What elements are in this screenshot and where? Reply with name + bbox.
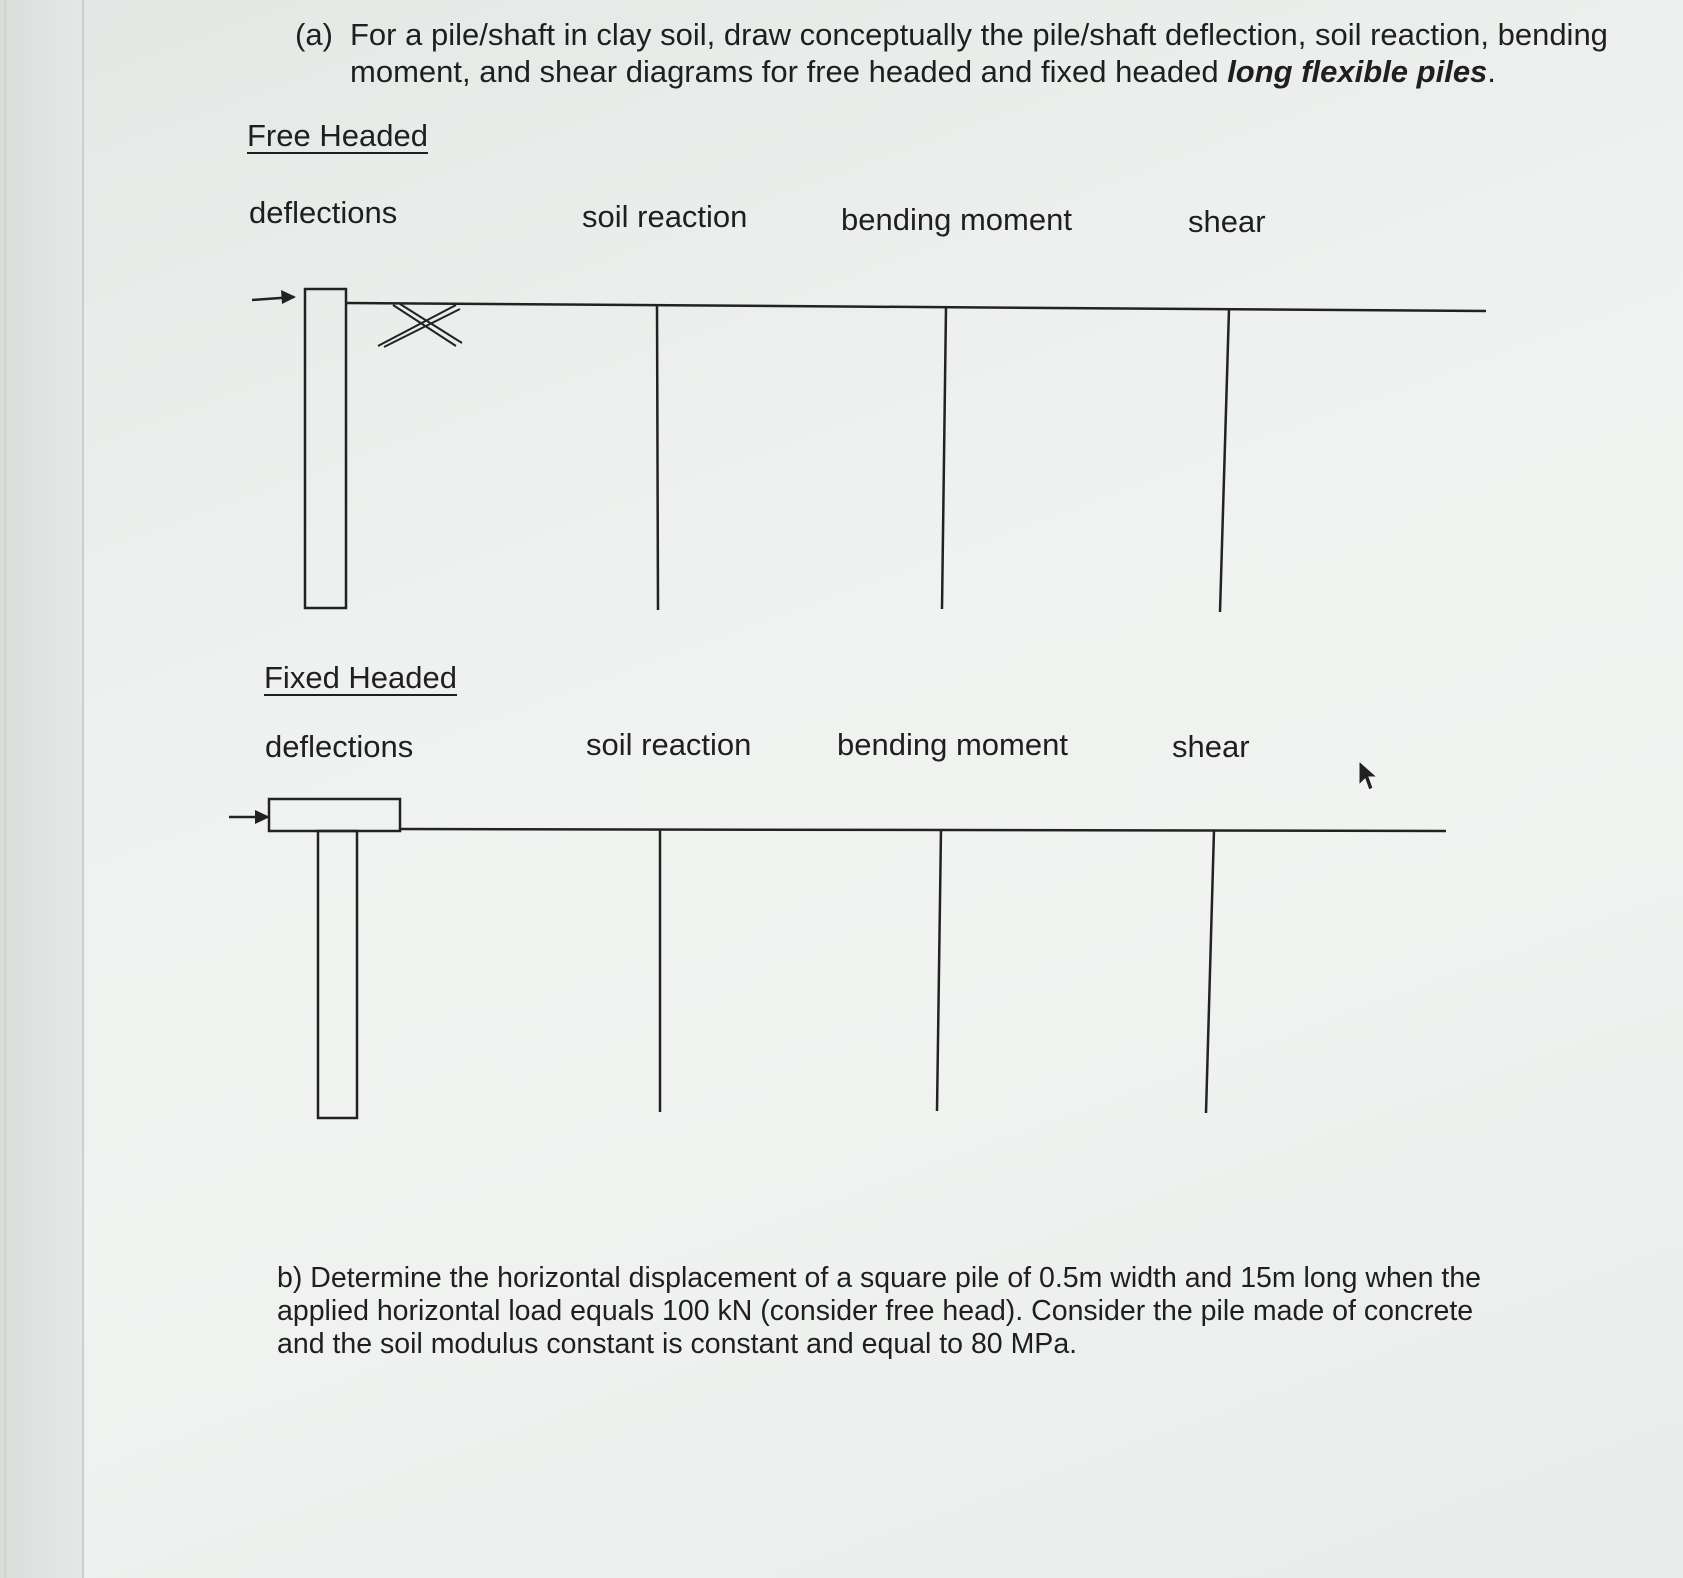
free-pile	[305, 289, 346, 608]
free-bending-moment-label: bending moment	[841, 202, 1072, 237]
free-ground-line	[346, 303, 1486, 311]
free-headed-heading: Free Headed	[247, 118, 428, 153]
free-soil-reaction-label: soil reaction	[582, 199, 748, 234]
mouse-cursor-icon	[1359, 761, 1377, 790]
fixed-pile-cap	[269, 799, 400, 831]
fixed-headed-diagram	[229, 799, 1446, 1118]
free-deflections-label: deflections	[249, 195, 398, 230]
question-b: b) Determine the horizontal displacement of a square pile of 0.5m width and 15m long when the applied horizontal load equals 100 kN (consider free head). Consider the pile made of concrete and the soil modulus constant is constant and equal to 80 MPa.	[277, 1262, 1482, 1360]
fixed-pile	[318, 831, 357, 1118]
question-a-text-end: .	[1487, 54, 1496, 89]
question-a-label: (a)	[295, 17, 333, 52]
question-a-text: For a pile/shaft in clay soil, draw conceptually the pile/shaft deflection, soil reaction, bending moment, and shear diagrams for free headed and fixed headed	[350, 17, 1608, 89]
fixed-shear-label: shear	[1172, 729, 1250, 764]
fixed-bending-moment-label: bending moment	[837, 727, 1068, 762]
fixed-headed-heading: Fixed Headed	[264, 660, 458, 695]
fixed-ground-line	[400, 829, 1446, 831]
free-cross-out-mark	[378, 304, 462, 347]
free-shear-axis	[1220, 309, 1229, 612]
free-soil-reaction-axis	[657, 305, 658, 610]
fixed-soil-reaction-label: soil reaction	[586, 727, 752, 762]
fixed-load-arrow-icon	[229, 810, 270, 824]
free-shear-label: shear	[1188, 204, 1266, 239]
fixed-shear-axis	[1206, 830, 1214, 1113]
fixed-bending-moment-axis	[937, 829, 941, 1111]
free-load-arrow-icon	[252, 290, 296, 304]
question-a-emphasis: long flexible piles	[1227, 54, 1488, 89]
free-bending-moment-axis	[942, 307, 946, 609]
fixed-deflections-label: deflections	[265, 729, 414, 764]
free-headed-diagram	[252, 289, 1486, 612]
